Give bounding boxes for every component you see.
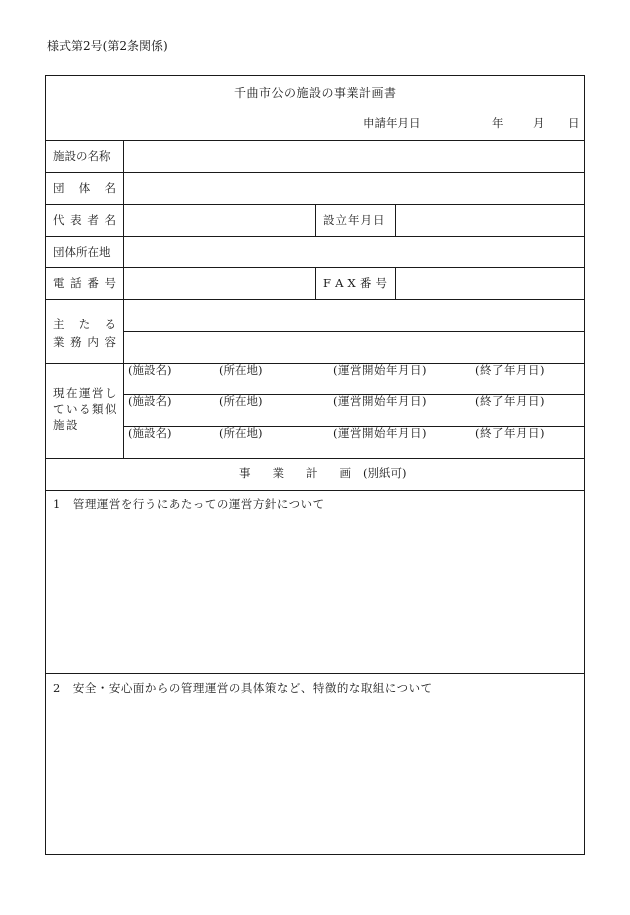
label-group-address: 団体所在地	[53, 245, 111, 259]
application-date-day: 日	[568, 116, 580, 130]
form-number: 様式第2号(第2条関係)	[47, 39, 168, 53]
similar-row-2-name: (施設名)	[128, 394, 172, 408]
plan-header: 事 業 計 画 (別紙可)	[239, 466, 407, 480]
form-title: 千曲市公の施設の事業計画書	[234, 86, 397, 100]
input-main-business-1[interactable]	[124, 300, 583, 330]
similar-row-3-name: (施設名)	[128, 426, 172, 440]
label-fax: F A X 番 号	[323, 276, 387, 290]
application-date-month: 月	[533, 116, 545, 130]
label-similar-line1: 現在運営し	[53, 386, 118, 400]
similar-row-3-end: (終了年月日)	[475, 426, 545, 440]
similar-row-2-start: (運営開始年月日)	[333, 394, 427, 408]
input-representative[interactable]	[124, 205, 314, 235]
label-phone: 電 話 番 号	[53, 276, 116, 290]
plan-section-2-area[interactable]	[47, 700, 583, 853]
label-group-name: 団 体 名	[53, 181, 116, 195]
application-date-year: 年	[492, 116, 504, 130]
input-facility-name[interactable]	[124, 141, 583, 171]
plan-section-2-heading: 2 安全・安心面からの管理運営の具体策など、特徴的な取組について	[53, 681, 433, 695]
label-similar-line3: 施設	[53, 418, 79, 432]
business-plan-form	[45, 75, 585, 855]
label-established-date: 設立年月日	[323, 213, 386, 227]
plan-section-1-heading: 1 管理運営を行うにあたっての運営方針について	[53, 497, 325, 511]
label-main-business-line2: 業 務 内 容	[53, 335, 116, 349]
input-main-business-2[interactable]	[124, 332, 583, 362]
input-established-date[interactable]	[396, 205, 583, 235]
input-fax[interactable]	[396, 268, 583, 298]
similar-row-3-start: (運営開始年月日)	[333, 426, 427, 440]
similar-row-1-end: (終了年月日)	[475, 363, 545, 377]
similar-row-1-start: (運営開始年月日)	[333, 363, 427, 377]
input-group-address[interactable]	[124, 237, 583, 266]
similar-row-1-name: (施設名)	[128, 363, 172, 377]
input-group-name[interactable]	[124, 173, 583, 203]
similar-row-2-end: (終了年月日)	[475, 394, 545, 408]
label-representative: 代 表 者 名	[53, 213, 116, 227]
label-similar-line2: ている類似	[53, 402, 118, 416]
plan-section-1-area[interactable]	[47, 516, 583, 671]
similar-row-3-location: (所在地)	[219, 426, 263, 440]
similar-row-1-location: (所在地)	[219, 363, 263, 377]
similar-row-2-location: (所在地)	[219, 394, 263, 408]
input-phone[interactable]	[124, 268, 314, 298]
label-facility-name: 施設の名称	[53, 149, 111, 163]
application-date-label: 申請年月日	[363, 116, 421, 130]
label-main-business-line1: 主 た る	[53, 317, 116, 331]
